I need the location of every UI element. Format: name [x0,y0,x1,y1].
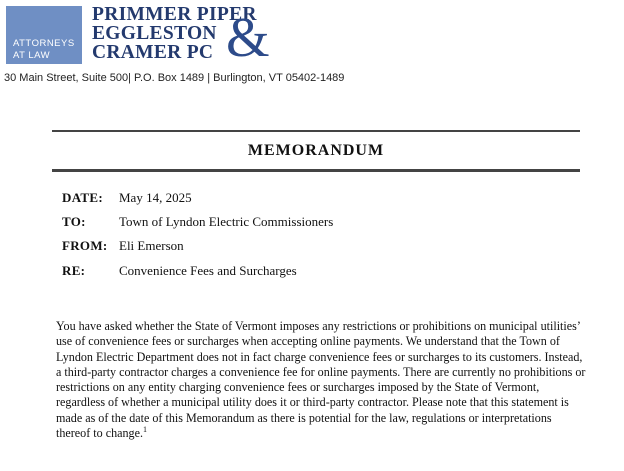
memo-date-label: DATE: [62,190,103,205]
memo-to-value: Town of Lyndon Electric Commissioners [119,214,334,229]
logo-text-line1: ATTORNEYS [13,38,75,49]
firm-ampersand: & [226,7,270,69]
memo-from-label: FROM: [62,238,108,253]
memo-re-value: Convenience Fees and Surcharges [119,263,297,278]
memo-body-paragraph: You have asked whether the State of Vermont imposes any restrictions or prohibitions on municipal utilities’ use of convenience fees or surcharges when accepting online payments. We understand that the Town of Lyndon Electric Department does not in fact charge convenience fees or surcharges to its customers. Instead, a third-party contractor charges a convenience fee for online payments. There are currently no prohibitions or restrictions on any entity charging convenience fees or surcharges imposed by the State of Vermont, regardless of whether a municipal utility does it or third-party contractor. Please note that this statement is made as of the date of this Memorandum as there is potential for the law, regulations or interpretations thereof to change. [56,319,586,441]
memo-to-label: TO: [62,214,86,229]
divider-top [52,130,580,132]
footnote-reference[interactable]: 1 [142,425,147,435]
memo-title: MEMORANDUM [247,142,385,159]
firm-name-line1: PRIMMER PIPER [92,4,257,25]
firm-name-line2: EGGLESTON [92,23,217,44]
firm-logo-badge [6,6,82,64]
firm-address: 30 Main Street, Suite 500| P.O. Box 1489 | Burlington, VT 05402-1489 [4,72,345,84]
letterhead [0,0,624,95]
logo-text-line2: AT LAW [13,50,51,61]
firm-name-line3: CRAMER PC [92,42,214,63]
memo-date-value: May 14, 2025 [119,190,192,205]
memo-body [56,319,586,441]
memo-from-value: Eli Emerson [119,238,184,253]
memo-re-label: RE: [62,263,86,278]
divider-header [52,169,580,172]
